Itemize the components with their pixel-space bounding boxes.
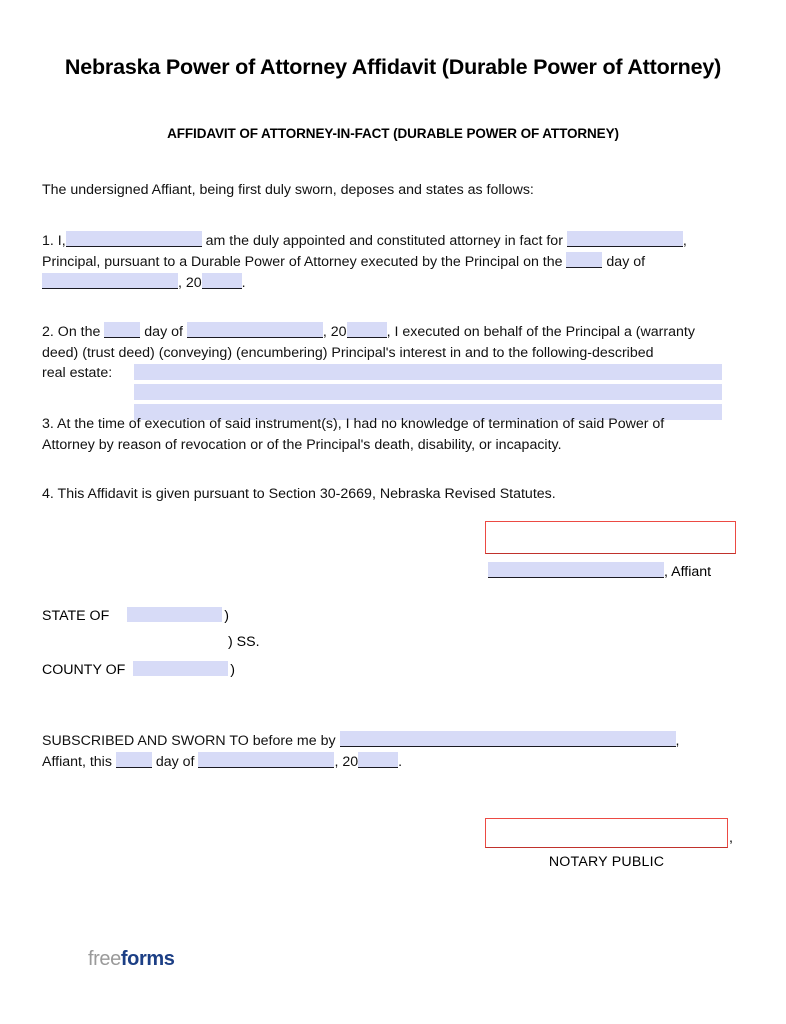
clause-3-line-1 bbox=[42, 414, 724, 435]
notarization-line-1 bbox=[42, 731, 724, 752]
clause-3-line-2 bbox=[42, 435, 724, 456]
notarization-text-5: , 20 bbox=[334, 754, 359, 770]
notary-comma: , bbox=[729, 830, 733, 846]
notarization-line-2 bbox=[42, 752, 724, 773]
clause-1-text-7: . bbox=[241, 275, 246, 291]
clause-2-line-1 bbox=[42, 322, 724, 343]
notarization-text-1: SUBSCRIBED AND SWORN TO before me by bbox=[42, 733, 336, 749]
clause-4 bbox=[42, 484, 724, 505]
state-field[interactable] bbox=[127, 607, 222, 622]
affiant-signature-box[interactable] bbox=[485, 521, 736, 554]
affiant-name-line bbox=[488, 562, 711, 580]
clause-1-text-1: I, bbox=[57, 233, 66, 249]
clause-1-line-3 bbox=[42, 273, 724, 294]
execution-year-field[interactable] bbox=[347, 322, 387, 338]
intro-paragraph bbox=[42, 180, 724, 201]
state-paren: ) bbox=[224, 608, 229, 624]
execution-day-field[interactable] bbox=[104, 322, 140, 338]
clause-1-text-3: , bbox=[682, 233, 687, 249]
attorney-name-field[interactable] bbox=[66, 231, 202, 247]
poa-day-field[interactable] bbox=[566, 252, 602, 268]
notary-signature-box[interactable] bbox=[485, 818, 728, 848]
execution-month-field[interactable] bbox=[187, 322, 323, 338]
clause-2-text-6: real estate: bbox=[42, 365, 113, 381]
county-field[interactable] bbox=[133, 661, 228, 676]
real-estate-line-1-field[interactable] bbox=[134, 364, 722, 380]
notary-year-field[interactable] bbox=[358, 752, 398, 768]
principal-name-field[interactable] bbox=[567, 231, 683, 247]
poa-year-field[interactable] bbox=[202, 273, 242, 289]
notarization-block bbox=[42, 731, 724, 773]
clause-1-text-4: Principal, pursuant to a Durable Power of Attorney executed by the Principal on the bbox=[42, 254, 563, 270]
clause-3-text-2: Attorney by reason of revocation or of the Principal's death, disability, or incapacity. bbox=[42, 437, 562, 453]
clause-1-line-1 bbox=[42, 231, 724, 252]
clause-1-number: 1. bbox=[42, 233, 54, 249]
notary-month-field[interactable] bbox=[198, 752, 334, 768]
clause-4-text: This Affidavit is given pursuant to Section 30-2669, Nebraska Revised Statutes. bbox=[57, 486, 556, 502]
notarization-text-6: . bbox=[398, 754, 403, 770]
clause-2-text-3: , 20 bbox=[322, 324, 347, 340]
notarization-text-2: , bbox=[675, 733, 680, 749]
clause-2-number: 2. bbox=[42, 324, 54, 340]
clause-4-number: 4. bbox=[42, 486, 54, 502]
clause-2-text-1: On the bbox=[57, 324, 101, 340]
county-label: COUNTY OF bbox=[42, 662, 126, 678]
clause-1-text-2: am the duly appointed and constituted attorney in fact for bbox=[205, 233, 563, 249]
clause-2-text-4: , I executed on behalf of the Principal a (warranty bbox=[386, 324, 695, 340]
notary-day-field[interactable] bbox=[116, 752, 152, 768]
notarization-text-3: Affiant, this bbox=[42, 754, 112, 770]
clause-1-text-5: day of bbox=[606, 254, 646, 270]
county-paren: ) bbox=[230, 662, 235, 678]
document-subtitle: AFFIDAVIT OF ATTORNEY-IN-FACT (DURABLE POWER OF ATTORNEY) bbox=[167, 126, 619, 141]
logo-forms-text: forms bbox=[120, 948, 175, 970]
intro-text: The undersigned Affiant, being first duly sworn, deposes and states as follows: bbox=[42, 182, 534, 198]
state-label: STATE OF bbox=[42, 608, 110, 624]
ss-text: ) SS. bbox=[228, 634, 260, 650]
notary-affiant-name-field[interactable] bbox=[340, 731, 676, 747]
clause-3-text-1: At the time of execution of said instrument(s), I had no knowledge of termination of said Power of bbox=[57, 416, 665, 432]
clause-1-line-2 bbox=[42, 252, 724, 273]
freeforms-logo[interactable] bbox=[88, 948, 174, 971]
clause-2-text-2: day of bbox=[144, 324, 183, 340]
clause-1-text-6: , 20 bbox=[178, 275, 202, 291]
clause-4-line-1 bbox=[42, 484, 724, 505]
real-estate-line-2-field[interactable] bbox=[134, 384, 722, 400]
notary-public-label: NOTARY PUBLIC bbox=[548, 854, 665, 870]
poa-month-field[interactable] bbox=[42, 273, 178, 289]
clause-2-text-5: deed) (trust deed) (conveying) (encumbering) Principal's interest in and to the following-described bbox=[42, 344, 654, 361]
affiant-label: , Affiant bbox=[664, 564, 712, 580]
clause-1 bbox=[42, 231, 724, 294]
state-venue bbox=[42, 607, 229, 624]
clause-3 bbox=[42, 414, 724, 456]
clause-2-line-2 bbox=[42, 343, 724, 364]
notarization-text-4: day of bbox=[155, 754, 195, 770]
ss-line bbox=[228, 634, 260, 650]
logo-free-text: free bbox=[88, 948, 121, 970]
affiant-name-field[interactable] bbox=[488, 562, 664, 578]
clause-3-number: 3. bbox=[42, 416, 54, 432]
county-venue bbox=[42, 661, 235, 678]
page-title: Nebraska Power of Attorney Affidavit (Durable Power of Attorney) bbox=[64, 55, 722, 79]
